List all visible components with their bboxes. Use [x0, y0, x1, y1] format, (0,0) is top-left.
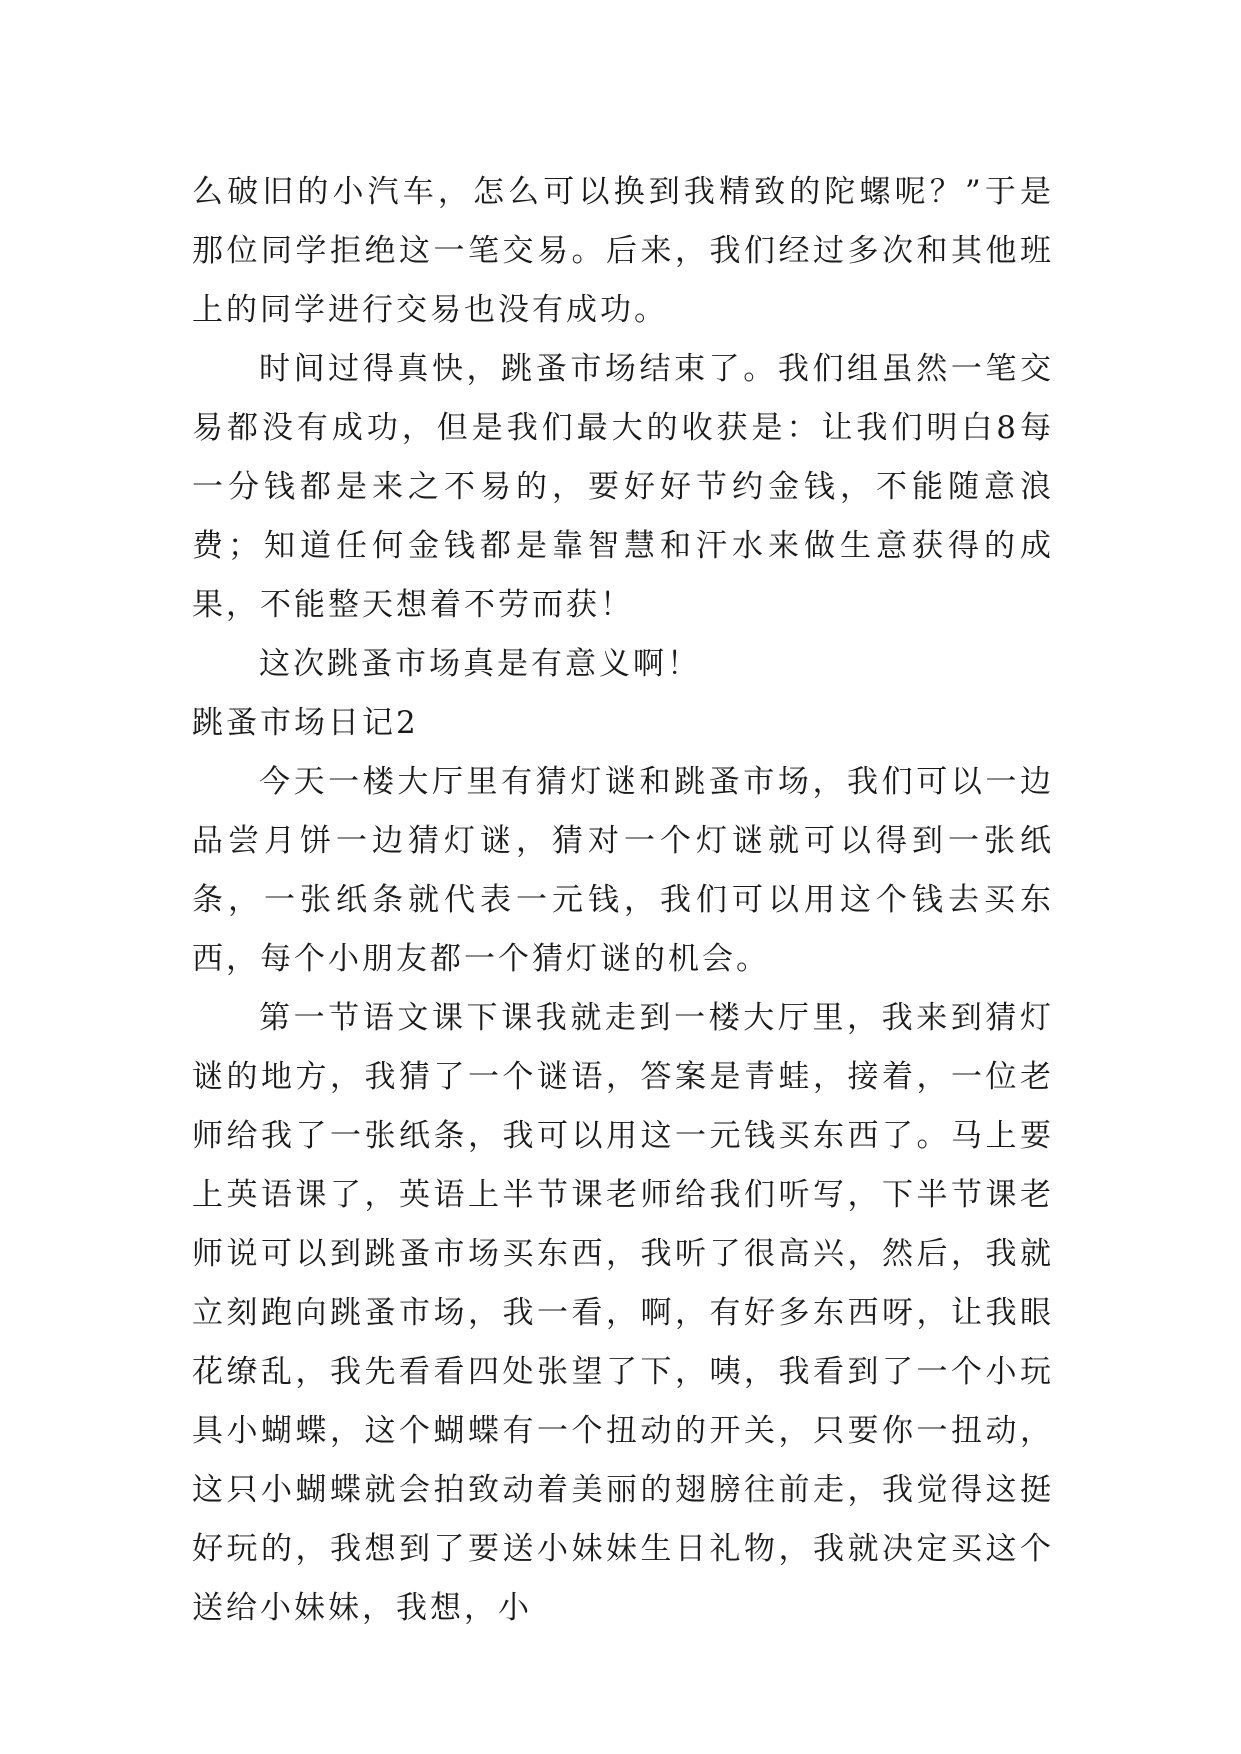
paragraph-lantern-riddles: 今天一楼大厅里有猜灯谜和跳蚤市场，我们可以一边品尝月饼一边猜灯谜，猜对一个灯谜就可以得到一张纸条，一张纸条就代表一元钱，我们可以用这个钱去买东西，每个小朋友都一个猜灯谜的机会。: [192, 764, 1054, 977]
paragraph-continuation: 么破旧的小汽车，怎么可以换到我精致的陀螺呢？”于是那位同学拒绝这一笔交易。后来，我们经过多次和其他班上的同学进行交易也没有成功。: [192, 174, 1054, 328]
paragraph-meaningful: 这次跳蚤市场真是有意义啊！: [259, 646, 701, 682]
document-body: [192, 163, 1054, 1638]
paragraph-harvest: 时间过得真快，跳蚤市场结束了。我们组虽然一笔交易都没有成功，但是我们最大的收获是：让我们明白8每一分钱都是来之不易的，要好好节约金钱，不能随意浪费；知道任何金钱都是靠智慧和汗水来做生意获得的成果，不能整天想着不劳而获！: [192, 351, 1054, 623]
paragraph-butterfly: 第一节语文课下课我就走到一楼大厅里，我来到猜灯谜的地方，我猜了一个谜语，答案是青蛙，接着，一位老师给我了一张纸条，我可以用这一元钱买东西了。马上要上英语课了，英语上半节课老师给我们听写，下半节课老师说可以到跳蚤市场买东西，我听了很高兴，然后，我就立刻跑向跳蚤市场，我一看，啊，有好多东西呀，让我眼花缭乱，我先看看四处张望了下，咦，我看到了一个小玩具小蝴蝶，这个蝴蝶有一个扭动的开关，只要你一扭动，这只小蝴蝶就会拍致动着美丽的翅膀往前走，我觉得这挺好玩的，我想到了要送小妹妹生日礼物，我就决定买这个送给小妹妹，我想，小: [192, 1000, 1054, 1626]
section-heading: 跳蚤市场日记2: [192, 705, 419, 741]
